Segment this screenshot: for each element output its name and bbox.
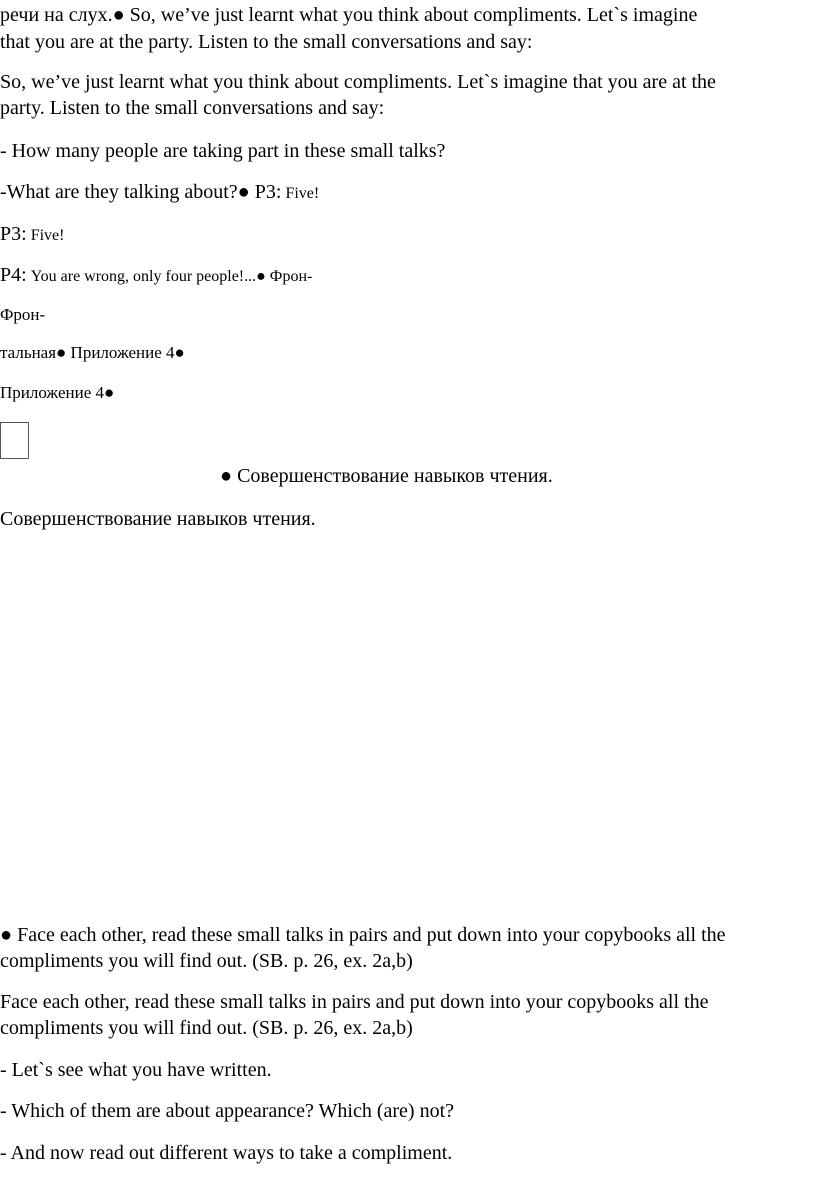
question-line: - How many people are taking part in these small talks? — [0, 140, 446, 162]
question-line: - And now read out different ways to take a compliment. — [0, 1142, 453, 1164]
paragraph-line: речи на слух.● So, we’ve just learnt what you think about compliments. Let`s imagine — [0, 4, 698, 26]
paragraph-line: Face each other, read these small talks in pairs and put down into your copybooks all the — [0, 991, 709, 1013]
section-title: Совершенствование навыков чтения. — [0, 508, 316, 530]
answer-text: Five! — [281, 185, 320, 202]
paragraph-line: ● Face each other, read these small talks in pairs and put down into your copybooks all the — [0, 924, 726, 946]
paragraph-line: that you are at the party. Listen to the small conversations and say: — [0, 31, 533, 53]
paragraph-line: So, we’ve just learnt what you think about compliments. Let`s imagine that you are at the — [0, 71, 716, 93]
speaker-label: Р3: — [0, 223, 27, 245]
answer-text: Five! — [26, 227, 65, 244]
question-line: - Let`s see what you have written. — [0, 1059, 272, 1081]
speaker-label: Р4: — [0, 264, 27, 286]
question-text: -What are they talking about?● Р3: — [0, 181, 282, 203]
answer-text: You are wrong, only four people!...● Фрон- — [26, 268, 313, 285]
section-heading: ● Совершенствование навыков чтения. — [220, 465, 553, 487]
question-line: - Which of them are about appearance? Which (are) not? — [0, 1100, 455, 1122]
dialogue-line — [0, 262, 312, 290]
label-line: Фрон- — [0, 305, 46, 324]
paragraph-line: compliments you will find out. (SB. p. 26, ex. 2a,b) — [0, 1017, 413, 1039]
paragraph-line: compliments you will find out. (SB. p. 26, ex. 2a,b) — [0, 950, 413, 972]
label-line: Приложение 4● — [0, 383, 115, 402]
dialogue-line — [0, 179, 319, 207]
paragraph-line: party. Listen to the small conversations and say: — [0, 97, 385, 119]
dialogue-line — [0, 221, 64, 249]
empty-image-frame — [0, 422, 29, 459]
label-line: тальная● Приложение 4● — [0, 343, 185, 362]
